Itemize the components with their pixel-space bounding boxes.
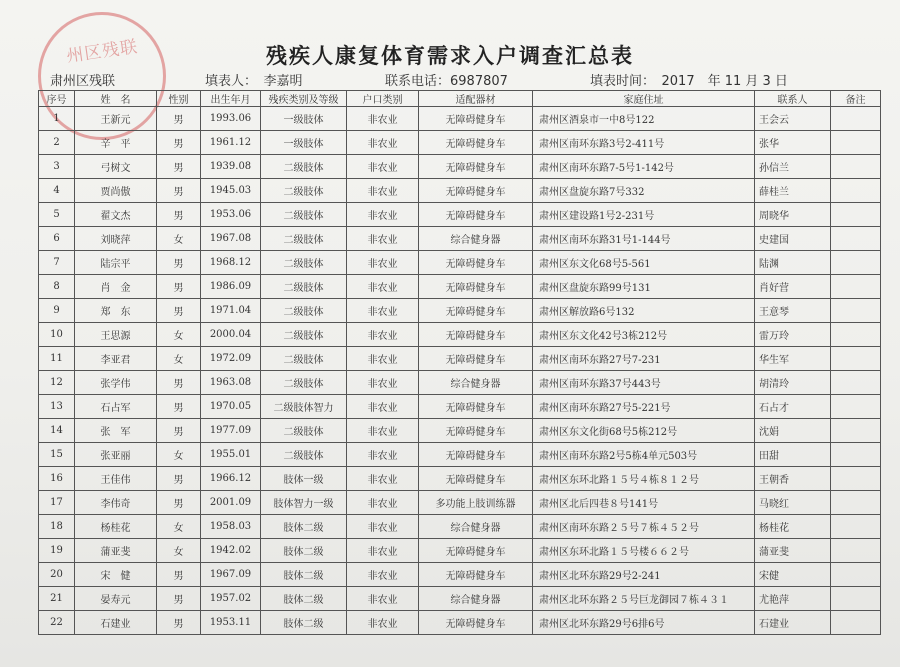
cell-number: 21	[39, 587, 75, 611]
cell-number: 22	[39, 611, 75, 635]
cell-disability: 二级肢体智力	[261, 395, 347, 419]
cell-birth-date: 2001.09	[201, 491, 261, 515]
header-address: 家庭住址	[533, 91, 755, 107]
cell-contact: 张华	[755, 131, 831, 155]
organization-label: 肃州区残联	[50, 74, 116, 89]
cell-sex: 女	[157, 515, 201, 539]
cell-equipment: 无障碍健身车	[419, 467, 533, 491]
table-row	[39, 443, 881, 467]
cell-name: 石建业	[75, 611, 157, 635]
cell-birth-date: 1958.03	[201, 515, 261, 539]
cell-name: 石占军	[75, 395, 157, 419]
cell-note	[831, 227, 881, 251]
cell-note	[831, 443, 881, 467]
cell-equipment: 无障碍健身车	[419, 443, 533, 467]
cell-equipment: 无障碍健身车	[419, 179, 533, 203]
header-sex: 性别	[157, 91, 201, 107]
cell-birth-date: 1955.01	[201, 443, 261, 467]
cell-contact: 史建国	[755, 227, 831, 251]
cell-address: 肃州区酒泉市一中8号122	[533, 107, 755, 131]
cell-disability: 二级肢体	[261, 275, 347, 299]
cell-address: 肃州区东文化42号3栋212号	[533, 323, 755, 347]
cell-sex: 男	[157, 563, 201, 587]
cell-hukou: 非农业	[347, 299, 419, 323]
cell-birth-date: 1986.09	[201, 275, 261, 299]
cell-name: 宋 健	[75, 563, 157, 587]
table-row	[39, 275, 881, 299]
cell-number: 12	[39, 371, 75, 395]
cell-sex: 男	[157, 419, 201, 443]
cell-address: 肃州区南环东路3号2-411号	[533, 131, 755, 155]
cell-birth-date: 1993.06	[201, 107, 261, 131]
cell-sex: 男	[157, 371, 201, 395]
cell-address: 肃州区北环东路29号6排6号	[533, 611, 755, 635]
cell-birth-date: 1966.12	[201, 467, 261, 491]
cell-note	[831, 563, 881, 587]
table-row	[39, 347, 881, 371]
cell-birth-date: 1968.12	[201, 251, 261, 275]
cell-hukou: 非农业	[347, 275, 419, 299]
cell-equipment: 综合健身器	[419, 371, 533, 395]
cell-equipment: 无障碍健身车	[419, 275, 533, 299]
cell-contact: 王朝香	[755, 467, 831, 491]
cell-hukou: 非农业	[347, 323, 419, 347]
cell-note	[831, 467, 881, 491]
cell-sex: 女	[157, 323, 201, 347]
cell-sex: 女	[157, 539, 201, 563]
cell-hukou: 非农业	[347, 155, 419, 179]
table-row	[39, 203, 881, 227]
cell-contact: 孙信兰	[755, 155, 831, 179]
table-row	[39, 611, 881, 635]
cell-sex: 男	[157, 251, 201, 275]
cell-name: 张 军	[75, 419, 157, 443]
header-equipment: 适配器材	[419, 91, 533, 107]
header-birth: 出生年月	[201, 91, 261, 107]
cell-equipment: 综合健身器	[419, 587, 533, 611]
cell-disability: 二级肢体	[261, 299, 347, 323]
cell-hukou: 非农业	[347, 251, 419, 275]
cell-number: 6	[39, 227, 75, 251]
cell-birth-date: 2000.04	[201, 323, 261, 347]
cell-disability: 一级肢体	[261, 131, 347, 155]
cell-hukou: 非农业	[347, 395, 419, 419]
cell-address: 肃州区南环东路２５号７栋４５２号	[533, 515, 755, 539]
cell-address: 肃州区南环东路27号7-231	[533, 347, 755, 371]
table-row	[39, 323, 881, 347]
cell-name: 郑 东	[75, 299, 157, 323]
cell-name: 晏寿元	[75, 587, 157, 611]
cell-hukou: 非农业	[347, 491, 419, 515]
cell-disability: 二级肢体	[261, 179, 347, 203]
cell-hukou: 非农业	[347, 371, 419, 395]
cell-name: 弓树文	[75, 155, 157, 179]
cell-name: 贾尚傲	[75, 179, 157, 203]
table-row	[39, 467, 881, 491]
cell-address: 肃州区北环东路２５号巨龙御园７栋４３１	[533, 587, 755, 611]
table-row	[39, 131, 881, 155]
cell-equipment: 综合健身器	[419, 515, 533, 539]
table-row	[39, 419, 881, 443]
cell-number: 19	[39, 539, 75, 563]
cell-sex: 男	[157, 107, 201, 131]
cell-hukou: 非农业	[347, 107, 419, 131]
cell-note	[831, 299, 881, 323]
cell-contact: 石占才	[755, 395, 831, 419]
cell-note	[831, 155, 881, 179]
cell-disability: 二级肢体	[261, 371, 347, 395]
cell-sex: 男	[157, 155, 201, 179]
cell-equipment: 多功能上肢训练器	[419, 491, 533, 515]
table-row	[39, 371, 881, 395]
cell-contact: 石建业	[755, 611, 831, 635]
cell-disability: 一级肢体	[261, 107, 347, 131]
cell-contact: 马晓红	[755, 491, 831, 515]
cell-sex: 男	[157, 203, 201, 227]
table-row	[39, 155, 881, 179]
cell-birth-date: 1963.08	[201, 371, 261, 395]
cell-hukou: 非农业	[347, 443, 419, 467]
cell-contact: 王意琴	[755, 299, 831, 323]
cell-sex: 男	[157, 275, 201, 299]
table-row	[39, 587, 881, 611]
cell-sex: 男	[157, 587, 201, 611]
cell-name: 张学伟	[75, 371, 157, 395]
cell-sex: 男	[157, 467, 201, 491]
cell-address: 肃州区南环东路7-5号1-142号	[533, 155, 755, 179]
cell-sex: 男	[157, 131, 201, 155]
cell-birth-date: 1953.06	[201, 203, 261, 227]
header-name: 姓 名	[75, 91, 157, 107]
cell-hukou: 非农业	[347, 131, 419, 155]
cell-birth-date: 1967.08	[201, 227, 261, 251]
cell-contact: 雷万玲	[755, 323, 831, 347]
cell-number: 18	[39, 515, 75, 539]
cell-equipment: 无障碍健身车	[419, 323, 533, 347]
cell-disability: 肢体一级	[261, 467, 347, 491]
cell-contact: 胡清玲	[755, 371, 831, 395]
cell-birth-date: 1939.08	[201, 155, 261, 179]
cell-equipment: 无障碍健身车	[419, 395, 533, 419]
cell-number: 1	[39, 107, 75, 131]
cell-address: 肃州区解放路6号132	[533, 299, 755, 323]
cell-note	[831, 131, 881, 155]
cell-equipment: 无障碍健身车	[419, 419, 533, 443]
cell-birth-date: 1972.09	[201, 347, 261, 371]
cell-hukou: 非农业	[347, 467, 419, 491]
cell-number: 5	[39, 203, 75, 227]
cell-note	[831, 251, 881, 275]
cell-hukou: 非农业	[347, 611, 419, 635]
header-disability: 残疾类别及等级	[261, 91, 347, 107]
table-row	[39, 227, 881, 251]
cell-address: 肃州区东环北路１５号楼６６２号	[533, 539, 755, 563]
cell-number: 14	[39, 419, 75, 443]
cell-name: 王思源	[75, 323, 157, 347]
cell-disability: 二级肢体	[261, 227, 347, 251]
cell-number: 16	[39, 467, 75, 491]
cell-note	[831, 275, 881, 299]
cell-birth-date: 1945.03	[201, 179, 261, 203]
header-note: 备注	[831, 91, 881, 107]
cell-disability: 二级肢体	[261, 443, 347, 467]
cell-disability: 二级肢体	[261, 347, 347, 371]
cell-birth-date: 1961.12	[201, 131, 261, 155]
table-row	[39, 395, 881, 419]
cell-sex: 女	[157, 347, 201, 371]
cell-name: 刘晓萍	[75, 227, 157, 251]
cell-sex: 男	[157, 299, 201, 323]
cell-contact: 沈娟	[755, 419, 831, 443]
cell-number: 13	[39, 395, 75, 419]
cell-address: 肃州区东文化街68号5栋212号	[533, 419, 755, 443]
cell-hukou: 非农业	[347, 539, 419, 563]
cell-note	[831, 587, 881, 611]
cell-contact: 蒲亚斐	[755, 539, 831, 563]
cell-address: 肃州区南环东路2号5栋4单元503号	[533, 443, 755, 467]
cell-address: 肃州区建设路1号2-231号	[533, 203, 755, 227]
cell-note	[831, 611, 881, 635]
cell-equipment: 无障碍健身车	[419, 299, 533, 323]
cell-note	[831, 371, 881, 395]
header-no: 序号	[39, 91, 75, 107]
cell-sex: 男	[157, 491, 201, 515]
cell-equipment: 无障碍健身车	[419, 563, 533, 587]
cell-name: 李亚君	[75, 347, 157, 371]
cell-hukou: 非农业	[347, 587, 419, 611]
cell-address: 肃州区盘旋东路7号332	[533, 179, 755, 203]
cell-hukou: 非农业	[347, 419, 419, 443]
cell-contact: 尤艳萍	[755, 587, 831, 611]
cell-sex: 女	[157, 443, 201, 467]
cell-sex: 男	[157, 179, 201, 203]
cell-hukou: 非农业	[347, 227, 419, 251]
cell-name: 蒲亚斐	[75, 539, 157, 563]
cell-contact: 华生军	[755, 347, 831, 371]
cell-name: 王新元	[75, 107, 157, 131]
cell-disability: 二级肢体	[261, 419, 347, 443]
cell-note	[831, 203, 881, 227]
table-row	[39, 491, 881, 515]
cell-equipment: 综合健身器	[419, 227, 533, 251]
header-hukou: 户口类别	[347, 91, 419, 107]
cell-note	[831, 515, 881, 539]
table-row	[39, 299, 881, 323]
cell-name: 张亚丽	[75, 443, 157, 467]
cell-contact: 王会云	[755, 107, 831, 131]
cell-hukou: 非农业	[347, 203, 419, 227]
table-body	[39, 107, 881, 635]
table-row	[39, 107, 881, 131]
cell-note	[831, 179, 881, 203]
cell-sex: 男	[157, 611, 201, 635]
cell-number: 8	[39, 275, 75, 299]
cell-equipment: 无障碍健身车	[419, 155, 533, 179]
cell-contact: 周晓华	[755, 203, 831, 227]
cell-birth-date: 1953.11	[201, 611, 261, 635]
cell-birth-date: 1970.05	[201, 395, 261, 419]
cell-hukou: 非农业	[347, 563, 419, 587]
cell-number: 2	[39, 131, 75, 155]
cell-birth-date: 1971.04	[201, 299, 261, 323]
cell-number: 20	[39, 563, 75, 587]
cell-name: 辛 平	[75, 131, 157, 155]
seal-text: 州区残联	[65, 37, 140, 67]
header-contact: 联系人	[755, 91, 831, 107]
cell-disability: 肢体二级	[261, 515, 347, 539]
cell-note	[831, 491, 881, 515]
table-row	[39, 563, 881, 587]
cell-address: 肃州区南环东路31号1-144号	[533, 227, 755, 251]
cell-address: 肃州区南环东路37号443号	[533, 371, 755, 395]
cell-address: 肃州区盘旋东路99号131	[533, 275, 755, 299]
table-row	[39, 179, 881, 203]
cell-note	[831, 323, 881, 347]
cell-hukou: 非农业	[347, 179, 419, 203]
table-row	[39, 539, 881, 563]
cell-note	[831, 347, 881, 371]
cell-number: 15	[39, 443, 75, 467]
cell-birth-date: 1957.02	[201, 587, 261, 611]
cell-equipment: 无障碍健身车	[419, 203, 533, 227]
cell-number: 4	[39, 179, 75, 203]
cell-note	[831, 419, 881, 443]
table-row	[39, 515, 881, 539]
phone-label: 联系电话：6987807	[385, 74, 508, 89]
cell-note	[831, 539, 881, 563]
cell-contact: 杨桂花	[755, 515, 831, 539]
cell-disability: 二级肢体	[261, 251, 347, 275]
cell-number: 11	[39, 347, 75, 371]
cell-note	[831, 107, 881, 131]
cell-disability: 二级肢体	[261, 203, 347, 227]
cell-birth-date: 1967.09	[201, 563, 261, 587]
cell-address: 肃州区东文化68号5-561	[533, 251, 755, 275]
cell-address: 肃州区南环东路27号5-221号	[533, 395, 755, 419]
table-row	[39, 251, 881, 275]
cell-equipment: 无障碍健身车	[419, 611, 533, 635]
document-title: 残疾人康复体育需求入户调查汇总表	[266, 43, 634, 68]
cell-contact: 宋健	[755, 563, 831, 587]
cell-disability: 肢体二级	[261, 611, 347, 635]
cell-name: 陆宗平	[75, 251, 157, 275]
cell-name: 杨桂花	[75, 515, 157, 539]
fill-date-label: 填表时间： 2017 年 11 月 3 日	[590, 74, 788, 89]
cell-disability: 肢体二级	[261, 587, 347, 611]
cell-birth-date: 1977.09	[201, 419, 261, 443]
cell-contact: 田甜	[755, 443, 831, 467]
cell-number: 3	[39, 155, 75, 179]
cell-name: 王佳伟	[75, 467, 157, 491]
cell-sex: 女	[157, 227, 201, 251]
cell-address: 肃州区北环东路29号2-241	[533, 563, 755, 587]
cell-note	[831, 395, 881, 419]
cell-number: 17	[39, 491, 75, 515]
survey-table	[38, 90, 881, 635]
cell-disability: 肢体智力一级	[261, 491, 347, 515]
cell-disability: 二级肢体	[261, 323, 347, 347]
cell-disability: 二级肢体	[261, 155, 347, 179]
cell-sex: 男	[157, 395, 201, 419]
cell-disability: 肢体二级	[261, 563, 347, 587]
filler-label: 填表人： 李嘉明	[205, 74, 303, 89]
cell-equipment: 无障碍健身车	[419, 107, 533, 131]
cell-equipment: 无障碍健身车	[419, 539, 533, 563]
cell-address: 肃州区北后四巷８号141号	[533, 491, 755, 515]
cell-name: 翟文杰	[75, 203, 157, 227]
cell-number: 9	[39, 299, 75, 323]
cell-equipment: 无障碍健身车	[419, 251, 533, 275]
cell-name: 肖 金	[75, 275, 157, 299]
cell-birth-date: 1942.02	[201, 539, 261, 563]
cell-hukou: 非农业	[347, 515, 419, 539]
cell-number: 7	[39, 251, 75, 275]
cell-equipment: 无障碍健身车	[419, 347, 533, 371]
cell-equipment: 无障碍健身车	[419, 131, 533, 155]
cell-number: 10	[39, 323, 75, 347]
cell-hukou: 非农业	[347, 347, 419, 371]
cell-contact: 陆渊	[755, 251, 831, 275]
table-header-row	[39, 91, 881, 107]
cell-contact: 肖好营	[755, 275, 831, 299]
cell-name: 李伟奇	[75, 491, 157, 515]
cell-disability: 肢体二级	[261, 539, 347, 563]
cell-contact: 薛桂兰	[755, 179, 831, 203]
cell-address: 肃州区东环北路１５号４栋８１２号	[533, 467, 755, 491]
